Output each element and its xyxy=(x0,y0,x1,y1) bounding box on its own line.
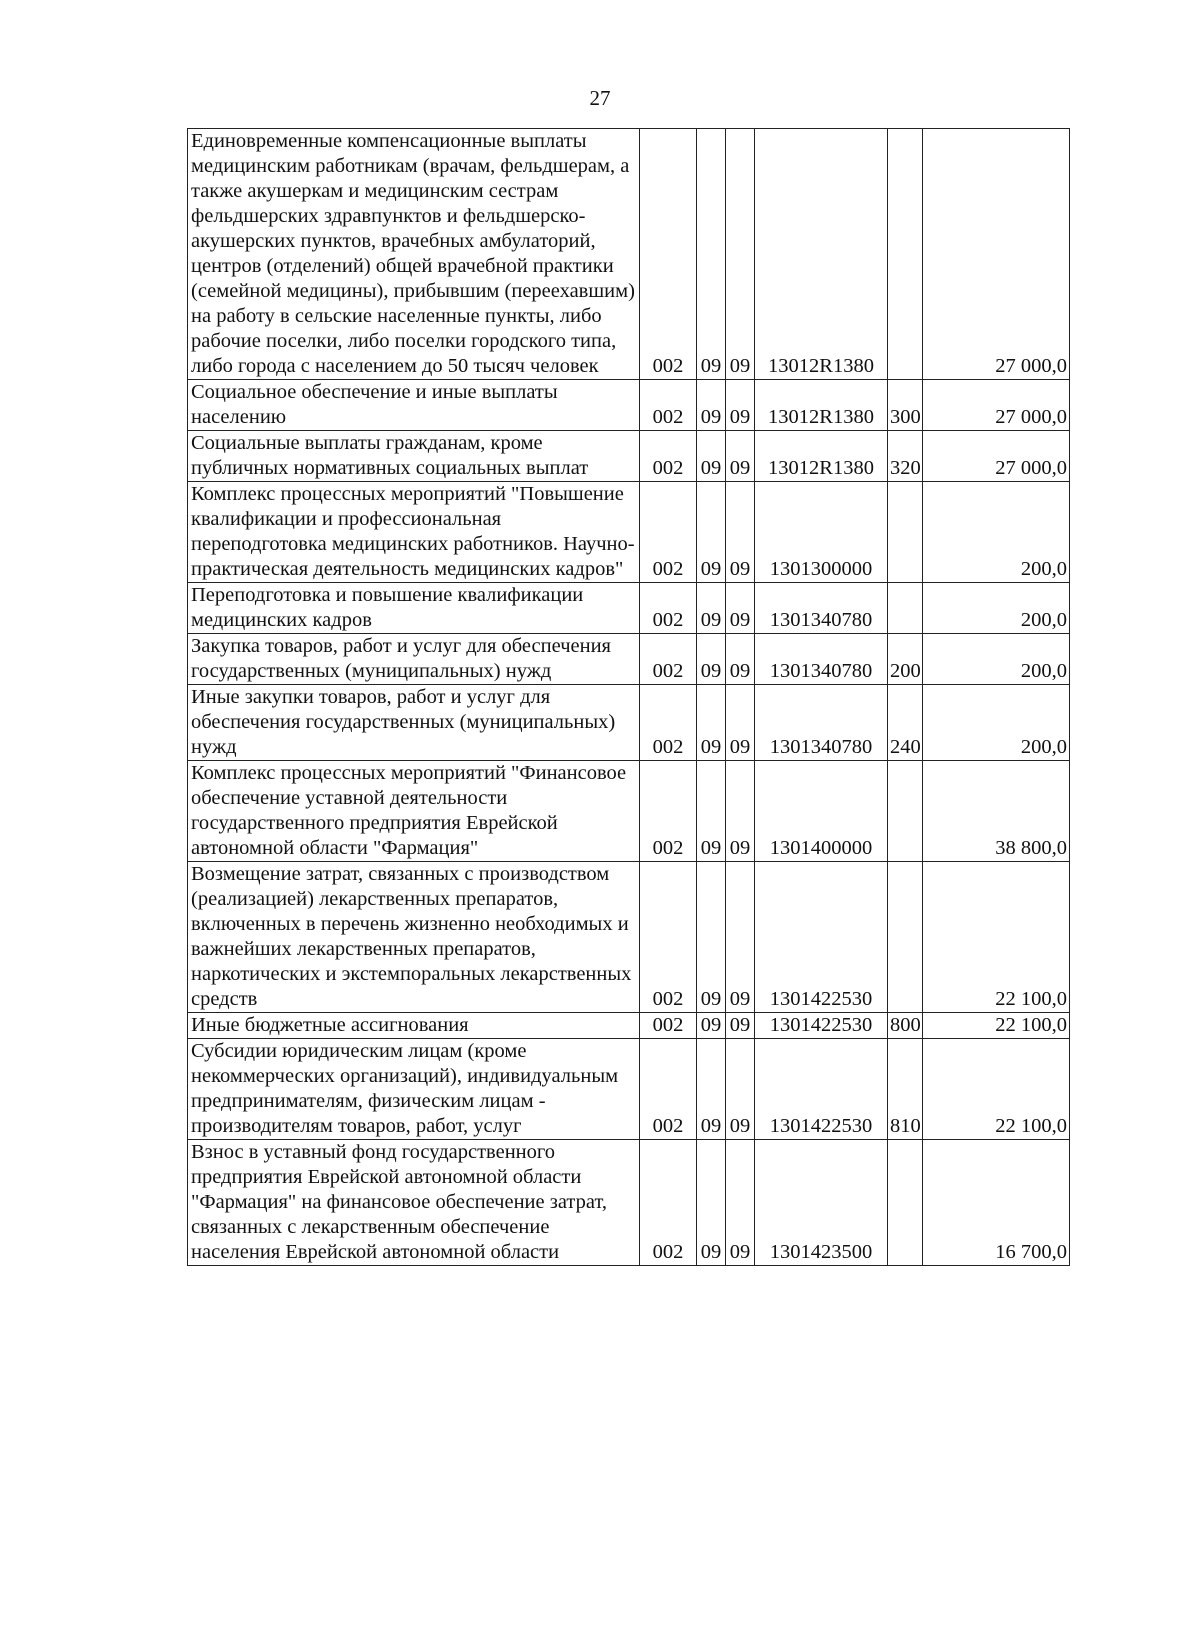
expense-type-cell: 320 xyxy=(888,431,923,482)
row-name-cell: Комплекс процессных мероприятий "Финансовое обеспечение уставной деятельности государственного предприятия Еврейской автономной области "Фармация" xyxy=(188,761,640,862)
subsection-code-cell: 09 xyxy=(726,1039,755,1140)
section-code-cell: 09 xyxy=(697,583,726,634)
subsection-code-cell: 09 xyxy=(726,862,755,1013)
expense-type-cell: 240 xyxy=(888,685,923,761)
table-row xyxy=(188,1140,1070,1266)
expense-type-cell: 800 xyxy=(888,1013,923,1039)
target-article-cell: 13012R1380 xyxy=(755,129,888,380)
section-code-cell: 09 xyxy=(697,129,726,380)
amount-cell: 22 100,0 xyxy=(923,862,1070,1013)
department-code-cell: 002 xyxy=(640,685,697,761)
expense-type-cell xyxy=(888,129,923,380)
expense-type-cell xyxy=(888,583,923,634)
section-code-cell: 09 xyxy=(697,685,726,761)
amount-cell: 200,0 xyxy=(923,634,1070,685)
row-name-cell: Единовременные компенсационные выплаты медицинским работникам (врачам, фельдшерам, а также акушеркам и медицинским сестрам фельдшерских здравпунктов и фельдшерско-акушерских пунктов, врачебных амбулаторий, центров (отделений) общей врачебной практики (семейной медицины), прибывшим (переехавшим) на работу в сельские населенные пункты, либо рабочие поселки, либо поселки городского типа, либо города с населением до 50 тысяч человек xyxy=(188,129,640,380)
amount-cell: 27 000,0 xyxy=(923,380,1070,431)
section-code-cell: 09 xyxy=(697,1013,726,1039)
row-name-cell: Иные бюджетные ассигнования xyxy=(188,1013,640,1039)
amount-cell: 200,0 xyxy=(923,482,1070,583)
section-code-cell: 09 xyxy=(697,634,726,685)
row-name-cell: Переподготовка и повышение квалификации медицинских кадров xyxy=(188,583,640,634)
target-article-cell: 1301340780 xyxy=(755,583,888,634)
target-article-cell: 1301340780 xyxy=(755,634,888,685)
expense-type-cell xyxy=(888,862,923,1013)
row-name-cell: Возмещение затрат, связанных с производством (реализацией) лекарственных препаратов, включенных в перечень жизненно необходимых и важнейших лекарственных препаратов, наркотических и экстемпоральных лекарственных средств xyxy=(188,862,640,1013)
target-article-cell: 1301422530 xyxy=(755,1039,888,1140)
row-name-cell: Иные закупки товаров, работ и услуг для обеспечения государственных (муниципальных) нужд xyxy=(188,685,640,761)
amount-cell: 27 000,0 xyxy=(923,129,1070,380)
table-row xyxy=(188,583,1070,634)
amount-cell: 27 000,0 xyxy=(923,431,1070,482)
department-code-cell: 002 xyxy=(640,862,697,1013)
amount-cell: 200,0 xyxy=(923,583,1070,634)
target-article-cell: 13012R1380 xyxy=(755,431,888,482)
section-code-cell: 09 xyxy=(697,482,726,583)
subsection-code-cell: 09 xyxy=(726,634,755,685)
subsection-code-cell: 09 xyxy=(726,431,755,482)
row-name-cell: Социальное обеспечение и иные выплаты населению xyxy=(188,380,640,431)
section-code-cell: 09 xyxy=(697,1140,726,1266)
table-row xyxy=(188,862,1070,1013)
target-article-cell: 1301300000 xyxy=(755,482,888,583)
subsection-code-cell: 09 xyxy=(726,380,755,431)
target-article-cell: 13012R1380 xyxy=(755,380,888,431)
subsection-code-cell: 09 xyxy=(726,761,755,862)
amount-cell: 16 700,0 xyxy=(923,1140,1070,1266)
department-code-cell: 002 xyxy=(640,380,697,431)
target-article-cell: 1301400000 xyxy=(755,761,888,862)
subsection-code-cell: 09 xyxy=(726,1013,755,1039)
target-article-cell: 1301340780 xyxy=(755,685,888,761)
amount-cell: 200,0 xyxy=(923,685,1070,761)
department-code-cell: 002 xyxy=(640,583,697,634)
subsection-code-cell: 09 xyxy=(726,1140,755,1266)
department-code-cell: 002 xyxy=(640,482,697,583)
subsection-code-cell: 09 xyxy=(726,129,755,380)
page-number: 27 xyxy=(589,86,611,110)
department-code-cell: 002 xyxy=(640,761,697,862)
table-row xyxy=(188,1039,1070,1140)
department-code-cell: 002 xyxy=(640,129,697,380)
subsection-code-cell: 09 xyxy=(726,482,755,583)
table-row xyxy=(188,1013,1070,1039)
row-name-cell: Взнос в уставный фонд государственного предприятия Еврейской автономной области "Фармация" на финансовое обеспечение затрат, связанных с лекарственным обеспечение населения Еврейской автономной области xyxy=(188,1140,640,1266)
table-row xyxy=(188,685,1070,761)
row-name-cell: Закупка товаров, работ и услуг для обеспечения государственных (муниципальных) нужд xyxy=(188,634,640,685)
department-code-cell: 002 xyxy=(640,1013,697,1039)
expense-type-cell: 300 xyxy=(888,380,923,431)
expense-type-cell xyxy=(888,1140,923,1266)
table-row xyxy=(188,482,1070,583)
amount-cell: 38 800,0 xyxy=(923,761,1070,862)
budget-table-body xyxy=(188,129,1070,1266)
subsection-code-cell: 09 xyxy=(726,685,755,761)
expense-type-cell: 810 xyxy=(888,1039,923,1140)
expense-type-cell: 200 xyxy=(888,634,923,685)
subsection-code-cell: 09 xyxy=(726,583,755,634)
section-code-cell: 09 xyxy=(697,862,726,1013)
expense-type-cell xyxy=(888,761,923,862)
target-article-cell: 1301423500 xyxy=(755,1140,888,1266)
department-code-cell: 002 xyxy=(640,1039,697,1140)
department-code-cell: 002 xyxy=(640,431,697,482)
table-row xyxy=(188,634,1070,685)
amount-cell: 22 100,0 xyxy=(923,1039,1070,1140)
table-row xyxy=(188,431,1070,482)
row-name-cell: Комплекс процессных мероприятий "Повышение квалификации и профессиональная переподготовка медицинских работников. Научно-практическая деятельность медицинских кадров" xyxy=(188,482,640,583)
target-article-cell: 1301422530 xyxy=(755,862,888,1013)
section-code-cell: 09 xyxy=(697,380,726,431)
department-code-cell: 002 xyxy=(640,634,697,685)
amount-cell: 22 100,0 xyxy=(923,1013,1070,1039)
table-row xyxy=(188,761,1070,862)
row-name-cell: Социальные выплаты гражданам, кроме публичных нормативных социальных выплат xyxy=(188,431,640,482)
target-article-cell: 1301422530 xyxy=(755,1013,888,1039)
expense-type-cell xyxy=(888,482,923,583)
department-code-cell: 002 xyxy=(640,1140,697,1266)
section-code-cell: 09 xyxy=(697,1039,726,1140)
budget-table xyxy=(187,128,1070,1266)
table-row xyxy=(188,380,1070,431)
section-code-cell: 09 xyxy=(697,431,726,482)
row-name-cell: Субсидии юридическим лицам (кроме некоммерческих организаций), индивидуальным предпринимателям, физическим лицам - производителям товаров, работ, услуг xyxy=(188,1039,640,1140)
section-code-cell: 09 xyxy=(697,761,726,862)
table-row xyxy=(188,129,1070,380)
